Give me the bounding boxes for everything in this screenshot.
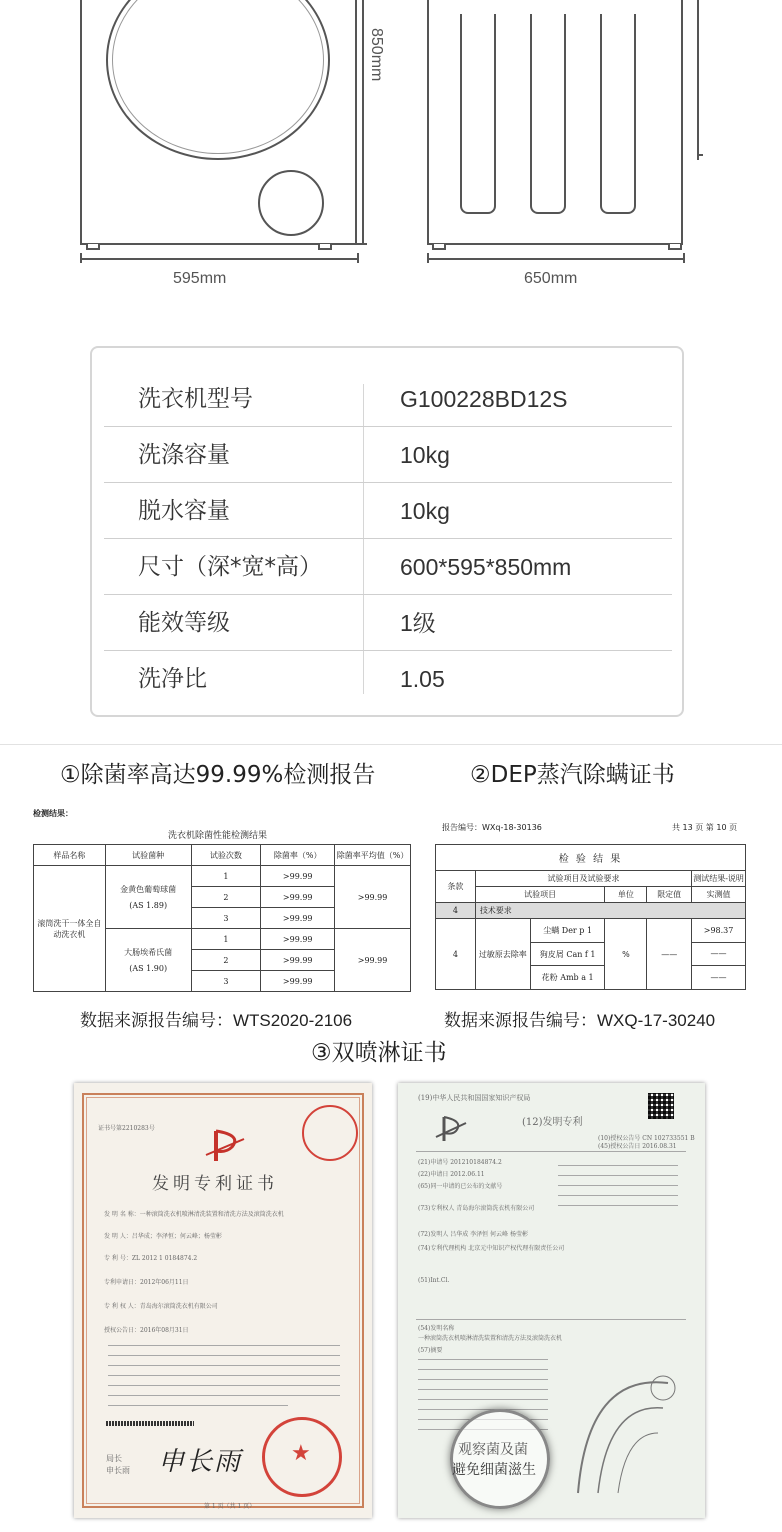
trial-cell: 3 xyxy=(191,971,261,992)
publication-date: (45)授权公告日 2016.08.31 xyxy=(598,1143,677,1150)
patent-line: (51)Int.Cl. xyxy=(418,1277,450,1284)
abstract-line xyxy=(418,1389,548,1390)
spec-row xyxy=(104,539,672,595)
item-header: 试验项目 xyxy=(475,887,605,903)
rate-cell: >99.99 xyxy=(261,929,335,950)
abstract-line xyxy=(418,1369,548,1370)
row-number: 4 xyxy=(436,919,476,990)
spec-key: 尺寸（深*宽*高） xyxy=(138,554,322,580)
spec-key: 能效等级 xyxy=(138,610,230,636)
certificate-line: 专 利 号：ZL 2012 1 0184874.2 xyxy=(104,1255,198,1262)
side-hose-tick xyxy=(697,154,703,156)
patent-line: (65)同一申请的已公布的文献号 xyxy=(418,1183,503,1190)
abstract-line xyxy=(418,1409,548,1410)
section-number: 4 xyxy=(436,903,476,919)
citation-line xyxy=(558,1175,678,1176)
citation-line xyxy=(558,1185,678,1186)
certificate-footer: 第 1 页（共 1 页） xyxy=(204,1503,256,1510)
abstract-line xyxy=(418,1379,548,1380)
washer-foot xyxy=(668,244,682,250)
strain-code: (AS 1.89) xyxy=(129,901,168,910)
body-text-line xyxy=(108,1405,288,1406)
citation-line xyxy=(558,1165,678,1166)
report1-caption: 数据来源报告编号：WTS2020-2106 xyxy=(80,1011,353,1030)
body-text-line xyxy=(108,1395,340,1396)
barcode-icon xyxy=(106,1421,194,1426)
certificate-title: 发明专利证书 xyxy=(152,1174,278,1194)
height-label: 850mm xyxy=(368,28,385,82)
citation-line xyxy=(558,1205,678,1206)
patent-header: (19)中华人民共和国国家知识产权局 xyxy=(418,1094,531,1102)
side-panel-slot xyxy=(530,14,566,214)
certificate-line: 发 明 名 称：一种滚筒洗衣机喷淋清洗装置和清洗方法及滚筒洗衣机 xyxy=(104,1211,284,1218)
patent-line: 一种滚筒洗衣机喷淋清洗装置和清洗方法及滚筒洗衣机 xyxy=(418,1335,563,1342)
report1-table xyxy=(33,844,411,992)
report1-title: ①除菌率高达99.99%检测报告 xyxy=(60,762,376,788)
abstract-line xyxy=(418,1359,548,1360)
spec-row xyxy=(104,427,672,483)
strain-cell xyxy=(105,929,191,992)
report1-table-title: 洗衣机除菌性能检测结果 xyxy=(168,831,268,841)
depth-dimension-tick xyxy=(427,253,429,263)
sample-name-cell: 滚筒洗干一体全自动洗衣机 xyxy=(34,866,106,992)
height-dimension-tick xyxy=(357,243,367,245)
magnifier-text: 避免细菌滋生 xyxy=(452,1462,536,1478)
citation-line xyxy=(558,1195,678,1196)
certificate-line: 专 利 权 人：青岛海尔滚筒洗衣机有限公司 xyxy=(104,1303,218,1310)
average-cell: >99.99 xyxy=(335,929,411,992)
body-text-line xyxy=(108,1345,340,1346)
body-text-line xyxy=(108,1355,340,1356)
side-panel-slot xyxy=(600,14,636,214)
report1-heading: 检测结果： xyxy=(33,809,73,818)
patent-line: (57)摘要 xyxy=(418,1347,443,1354)
allergen-name: 狗皮屑 Can f 1 xyxy=(531,943,605,967)
header-cell: 试验次数 xyxy=(191,845,261,866)
patent-type: (12)发明专利 xyxy=(522,1117,583,1128)
spec-value: G100228BD12S xyxy=(400,386,568,412)
row-unit: % xyxy=(605,919,647,990)
spec-table xyxy=(90,346,684,717)
qr-code-icon xyxy=(648,1093,674,1119)
report2-table xyxy=(435,844,746,990)
strain-cell xyxy=(105,866,191,929)
measured-value: >98.37 xyxy=(692,919,746,943)
depth-dimension-tick xyxy=(683,253,685,263)
measured-header: 实测值 xyxy=(692,887,746,903)
spec-row xyxy=(104,483,672,539)
strain-name: 大肠埃希氏菌 xyxy=(124,948,173,957)
spec-value: 600*595*850mm xyxy=(400,554,572,580)
rate-cell: >99.99 xyxy=(261,950,335,971)
row-item: 过敏原去除率 xyxy=(476,919,531,989)
spec-key: 洗衣机型号 xyxy=(138,386,253,412)
spec-row xyxy=(104,371,672,427)
patent-certificate-image xyxy=(74,1083,372,1518)
patent-line: (21)申请号 201210184874.2 xyxy=(418,1159,502,1166)
certificate-number: 证书号第2210283号 xyxy=(98,1125,155,1132)
director-signature: 申长雨 xyxy=(158,1447,243,1477)
trial-cell: 3 xyxy=(191,908,261,929)
width-label: 595mm xyxy=(173,270,227,287)
depth-dimension-line xyxy=(427,258,685,260)
certificate-line: 专利申请日：2012年06月11日 xyxy=(104,1279,189,1286)
body-text-line xyxy=(108,1385,340,1386)
abstract-line xyxy=(418,1399,548,1400)
unit-header: 单位 xyxy=(605,887,647,903)
limit-header: 限定值 xyxy=(647,887,692,903)
height-dimension-line xyxy=(362,0,364,244)
average-cell: >99.99 xyxy=(335,866,411,929)
width-dimension-line xyxy=(80,258,359,260)
result-header: 测试结果-说明 xyxy=(692,871,746,887)
director-label: 局长 xyxy=(106,1454,122,1463)
spec-value: 1.05 xyxy=(400,666,445,692)
washer-foot xyxy=(318,244,332,250)
section-rule xyxy=(416,1319,686,1320)
spec-row xyxy=(104,595,672,651)
header-cell: 试验菌种 xyxy=(105,845,191,866)
side-panel-slot xyxy=(460,14,496,214)
patent-office-logo-icon xyxy=(434,1113,470,1143)
patent-line: (74)专利代理机构 北京元中知识产权代理有限责任公司 xyxy=(418,1245,565,1252)
trial-cell: 1 xyxy=(191,866,261,887)
patent-line: (73)专利权人 青岛海尔滚筒洗衣机有限公司 xyxy=(418,1205,535,1212)
rate-cell: >99.99 xyxy=(261,887,335,908)
spec-key: 洗涤容量 xyxy=(138,442,230,468)
allergen-name: 花粉 Amb a 1 xyxy=(541,973,594,983)
seal-stamp-icon xyxy=(302,1105,358,1161)
patent-line: (72)发明人 吕华成 李泽恒 何云峰 杨莹彬 xyxy=(418,1231,528,1238)
depth-label: 650mm xyxy=(524,270,578,287)
rate-cell: >99.99 xyxy=(261,908,335,929)
header-rule xyxy=(416,1151,686,1152)
drum-diagram-icon xyxy=(558,1333,688,1503)
allergen-name: 尘螨 Der p 1 xyxy=(531,919,605,943)
patent-line: (22)申请日 2012.06.11 xyxy=(418,1171,485,1178)
allergen-block xyxy=(475,919,605,990)
spec-key: 脱水容量 xyxy=(138,498,230,524)
measured-value: —— xyxy=(692,966,746,990)
washer-knob xyxy=(258,170,324,236)
header-cell: 样品名称 xyxy=(34,845,106,866)
certificate-line: 发 明 人：吕华成；李泽恒；何云峰；杨莹彬 xyxy=(104,1233,222,1240)
spec-row xyxy=(104,651,672,707)
spec-key: 洗净比 xyxy=(138,666,207,692)
rate-cell: >99.99 xyxy=(261,971,335,992)
spec-value: 10kg xyxy=(400,442,450,468)
spec-value: 1级 xyxy=(400,610,436,636)
report2-number: 报告编号：WXq-18-30136 xyxy=(442,823,542,832)
clause-header: 条款 xyxy=(436,871,476,903)
washer-foot xyxy=(86,244,100,250)
report2-title: ②DEP蒸汽除螨证书 xyxy=(470,762,675,788)
certificate-line: 授权公告日：2016年08月31日 xyxy=(104,1327,189,1334)
rate-cell: >99.99 xyxy=(261,866,335,887)
patent-office-logo-icon xyxy=(202,1125,248,1165)
body-text-line xyxy=(108,1365,340,1366)
trial-cell: 1 xyxy=(191,929,261,950)
width-dimension-tick xyxy=(80,253,82,263)
report2-pages: 共 13 页 第 10 页 xyxy=(672,823,738,832)
patent-line: (54)发明名称 xyxy=(418,1325,455,1332)
patent-document-image xyxy=(398,1083,705,1518)
width-dimension-tick xyxy=(357,253,359,263)
director-name: 申长雨 xyxy=(106,1466,130,1475)
report3-title: ③双喷淋证书 xyxy=(311,1040,447,1066)
measured-value: —— xyxy=(692,942,746,966)
washer-foot xyxy=(432,244,446,250)
row-limit: —— xyxy=(647,919,692,990)
report2-table-title: 检 验 结 果 xyxy=(436,845,746,871)
side-hose-line xyxy=(697,0,699,160)
report2-caption: 数据来源报告编号：WXQ-17-30240 xyxy=(444,1011,716,1030)
strain-code: (AS 1.90) xyxy=(129,964,168,973)
magnifier-text: 观察菌及菌 xyxy=(458,1442,528,1458)
section-name: 技术要求 xyxy=(475,903,745,919)
header-cell: 除菌率（%） xyxy=(261,845,335,866)
requirements-header: 试验项目及试验要求 xyxy=(475,871,691,887)
body-text-line xyxy=(108,1375,340,1376)
header-cell: 除菌率平均值（%） xyxy=(335,845,411,866)
seal-star-icon: ★ xyxy=(291,1441,311,1466)
strain-name: 金黄色葡萄球菌 xyxy=(120,885,177,894)
spec-value: 10kg xyxy=(400,498,450,524)
section-separator xyxy=(0,744,782,745)
publication-number: (10)授权公告号 CN 102733551 B xyxy=(598,1135,695,1142)
trial-cell: 2 xyxy=(191,887,261,908)
trial-cell: 2 xyxy=(191,950,261,971)
